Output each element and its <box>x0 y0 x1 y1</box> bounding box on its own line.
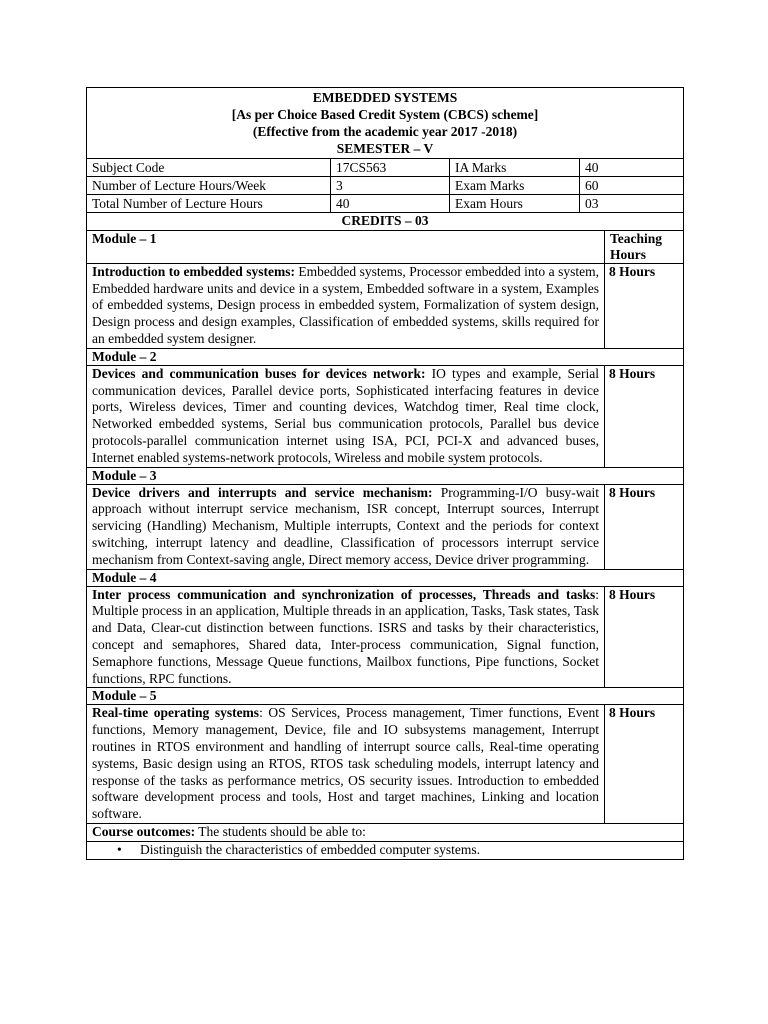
module-4-hours: 8 Hours <box>605 586 684 688</box>
module-1-content <box>87 263 605 348</box>
module-5-hours: 8 Hours <box>605 705 684 824</box>
lecture-hours-week-label: Number of Lecture Hours/Week <box>87 177 331 195</box>
syllabus-table <box>86 87 684 860</box>
ia-marks-label: IA Marks <box>450 159 580 177</box>
teaching-hours-header: Teaching Hours <box>605 230 684 263</box>
module-5-title: Module – 5 <box>87 688 684 705</box>
ia-marks-value: 40 <box>580 159 684 177</box>
module-2-body: IO types and example, Serial communication devices, Parallel device ports, Sophisticated interfacing features in device ports, Wireless devices, Timer and counting devices, Watchdog timer, Real time clock, Networked embedded systems, Serial bus communication protocols, Parallel bus device protocols-parallel communication internet using ISA, PCI, PCI-X and advanced buses, Internet enabled systems-network protocols, Wireless and mobile system protocols. <box>92 365 599 465</box>
subject-code-label: Subject Code <box>87 159 331 177</box>
module-5-heading: Real-time operating systems <box>92 705 260 721</box>
outcome-item <box>87 841 684 859</box>
module-4-title: Module – 4 <box>87 569 684 586</box>
semester-line: SEMESTER – V <box>336 141 434 156</box>
module-3-heading: Device drivers and interrupts and service mechanism: <box>92 484 433 500</box>
subject-code-value: 17CS563 <box>331 159 450 177</box>
info-row-subject-code <box>87 159 684 177</box>
module-4-body: : Multiple process in an application, Multiple threads in an application, Tasks, Task states, Task and Data, Clear-cut distinction between functions. ISRS and tasks by their characteristics, concept and semaphores, Shared data, Inter-process communication, Signal function, Semaphore functions, Message Queue functions, Mailbox functions, Pipe functions, Socket functions, RPC functions. <box>92 586 599 686</box>
scheme-line: [As per Choice Based Credit System (CBCS) scheme] <box>231 107 539 122</box>
module-1-heading: Introduction to embedded systems: <box>92 263 295 279</box>
bullet-icon: • <box>117 841 122 857</box>
module-1-title: Module – 1 <box>87 230 605 263</box>
module-4-content <box>87 586 605 688</box>
module-3-hours: 8 Hours <box>605 484 684 569</box>
module-5-body: : OS Services, Process management, Timer functions, Event functions, Memory management, Device, file and IO subsystems management, Interrupt routines in RTOS environment and handling of interrupt source calls, Real-time operating systems, Basic design using an RTOS, RTOS task scheduling models, interrupt latency and response of the tasks as performance metrics, OS security issues. Introduction to embedded software development process and tools, Host and target machines, Linking and location software. <box>92 705 599 822</box>
module-3-content <box>87 484 605 569</box>
course-title: EMBEDDED SYSTEMS <box>312 90 458 105</box>
exam-marks-label: Exam Marks <box>450 177 580 195</box>
module-3-title: Module – 3 <box>87 467 684 484</box>
module-2-content <box>87 365 605 467</box>
module-3-body: Programming-I/O busy-wait approach without interrupt service mechanism, ISR concept, Interrupt sources, Interrupt servicing (Handling) Mechanism, Multiple interrupts, Context and the periods for context switching, interrupt latency and deadline, Classification of processors interrupt service mechanism from Context-saving angle, Direct memory access, Device driver programming. <box>92 484 599 567</box>
info-row-lecture-hours-week <box>87 177 684 195</box>
module-4-heading: Inter process communication and synchronization of processes, Threads and tasks <box>92 586 596 602</box>
course-outcomes-row <box>87 823 684 841</box>
module-2-title: Module – 2 <box>87 348 684 365</box>
module-1-hours: 8 Hours <box>605 263 684 348</box>
lecture-hours-week-value: 3 <box>331 177 450 195</box>
effective-line: (Effective from the academic year 2017 -2018) <box>252 124 518 139</box>
module-2-hours: 8 Hours <box>605 365 684 467</box>
course-outcomes-heading: Course outcomes: <box>92 823 196 839</box>
module-5-content <box>87 705 605 824</box>
total-lecture-hours-value: 40 <box>331 195 450 213</box>
info-row-total-lecture-hours <box>87 195 684 213</box>
credits-row: CREDITS – 03 <box>87 213 684 231</box>
module-1-body: Embedded systems, Processor embedded into a system, Embedded hardware units and device in a system, Embedded software in a system, Examples of embedded systems, Design process in embedded system, Formalization of system design, Design process and design examples, Classification of embedded systems, skills required for an embedded system designer. <box>92 263 599 346</box>
total-lecture-hours-label: Total Number of Lecture Hours <box>87 195 331 213</box>
outcome-item-text: Distinguish the characteristics of embedded computer systems. <box>140 841 481 857</box>
exam-hours-label: Exam Hours <box>450 195 580 213</box>
course-outcomes-intro: The students should be able to: <box>195 823 366 839</box>
module-2-heading: Devices and communication buses for devices network: <box>92 365 426 381</box>
exam-hours-value: 03 <box>580 195 684 213</box>
course-header <box>87 88 684 159</box>
exam-marks-value: 60 <box>580 177 684 195</box>
